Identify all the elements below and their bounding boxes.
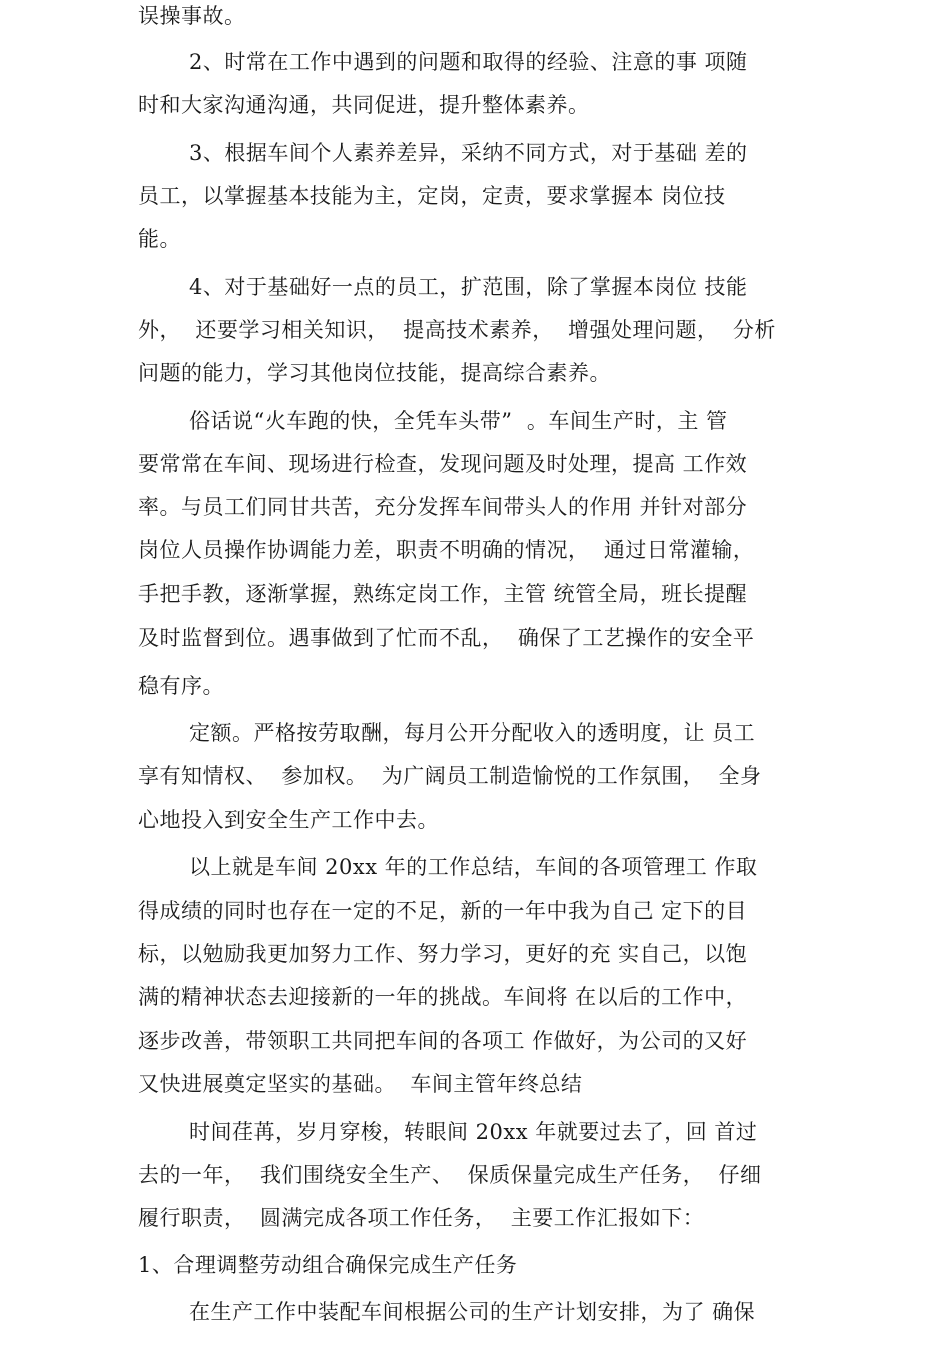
text-line: 3、根据车间个人素养差异，采纳不同方式，对于基础 差的 <box>189 141 748 165</box>
text-line: 问题的能力，学习其他岗位技能，提高综合素养。 <box>138 361 611 385</box>
text-line: 能。 <box>138 227 181 251</box>
text-line: 4、对于基础好一点的员工，扩范围，除了掌握本岗位 技能 <box>189 275 748 299</box>
text-line: 外， 还要学习相关知识， 提高技术素养， 增强处理问题， 分析 <box>138 318 776 342</box>
text-line: 岗位人员操作协调能力差，职责不明确的情况， 通过日常灌输， <box>138 538 755 562</box>
text-line: 定额。严格按劳取酬，每月公开分配收入的透明度，让 员工 <box>189 721 756 745</box>
text-line: 逐步改善，带领职工共同把车间的各项工 作做好，为公司的又好 <box>138 1029 748 1053</box>
text-line: 得成绩的同时也存在一定的不足，新的一年中我为自己 定下的目 <box>138 899 748 923</box>
text-line: 员工，以掌握基本技能为主，定岗，定责，要求掌握本 岗位技 <box>138 184 726 208</box>
text-line: 又快进展奠定坚实的基础。 车间主管年终总结 <box>138 1072 583 1096</box>
text-line: 率。与员工们同甘共苦，充分发挥车间带头人的作用 并针对部分 <box>138 495 748 519</box>
section-heading: 1、合理调整劳动组合确保完成生产任务 <box>138 1253 518 1277</box>
text-line: 稳有序。 <box>138 674 224 698</box>
text-line: 以上就是车间 20xx 年的工作总结，车间的各项管理工 作取 <box>189 855 758 879</box>
text-line: 履行职责， 圆满完成各项工作任务， 主要工作汇报如下： <box>138 1206 705 1230</box>
text-line: 时和大家沟通沟通，共同促进，提升整体素养。 <box>138 93 590 117</box>
text-line: 时间荏苒，岁月穿梭，转眼间 20xx 年就要过去了，回 首过 <box>189 1120 758 1144</box>
text-line: 手把手教，逐渐掌握，熟练定岗工作，主管 统管全局，班长提醒 <box>138 582 748 606</box>
text-line: 满的精神状态去迎接新的一年的挑战。车间将 在以后的工作中， <box>138 985 748 1009</box>
text-line: 享有知情权、 参加权。 为广阔员工制造愉悦的工作氛围， 全身 <box>138 764 762 788</box>
text-line: 去的一年， 我们围绕安全生产、 保质保量完成生产任务， 仔细 <box>138 1163 762 1187</box>
text-line: 误操事故。 <box>138 4 246 28</box>
text-line: 2、时常在工作中遇到的问题和取得的经验、注意的事 项随 <box>189 50 748 74</box>
text-line: 在生产工作中装配车间根据公司的生产计划安排，为了 确保 <box>189 1300 756 1324</box>
text-line: 及时监督到位。遇事做到了忙而不乱， 确保了工艺操作的安全平 <box>138 626 755 650</box>
text-line: 俗话说“火车跑的快，全凭车头带” 。车间生产时，主 管 <box>189 409 728 433</box>
text-line: 心地投入到安全生产工作中去。 <box>138 808 439 832</box>
text-line: 标，以勉励我更加努力工作、努力学习，更好的充 实自己，以饱 <box>138 942 748 966</box>
text-line: 要常常在车间、现场进行检查，发现问题及时处理，提高 工作效 <box>138 452 748 476</box>
